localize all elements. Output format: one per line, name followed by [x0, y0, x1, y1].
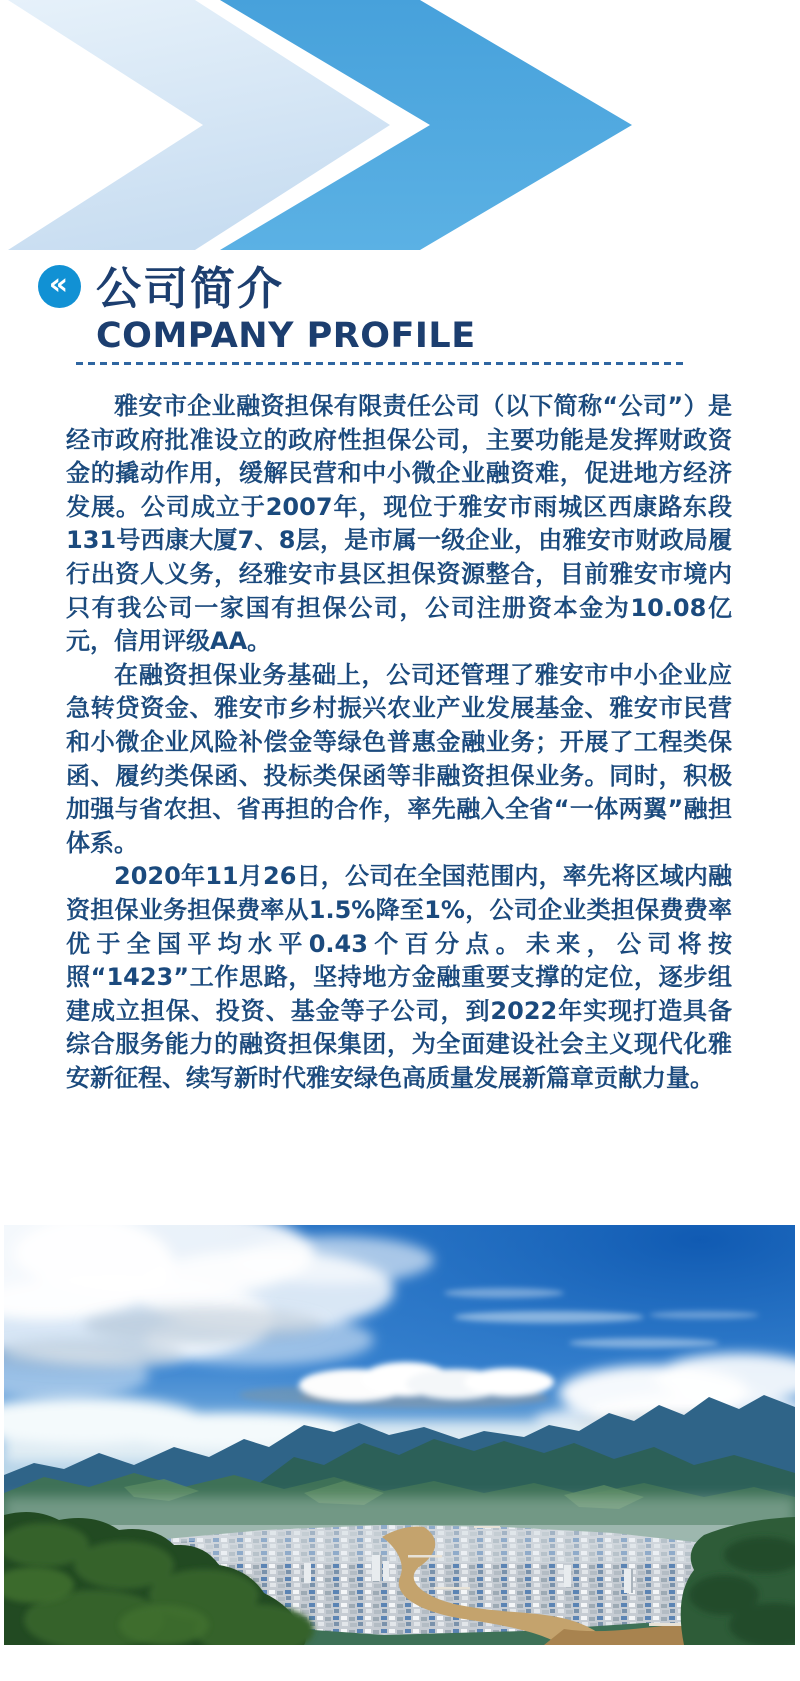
header-titles	[96, 262, 476, 357]
page-title: 公司简介	[96, 262, 285, 315]
double-left-chevron-icon	[38, 265, 81, 308]
dashed-divider	[76, 362, 688, 365]
chevron-glyph: «	[48, 266, 69, 302]
company-profile-article	[66, 390, 732, 1095]
paragraph-3: 2020年11月26日，公司在全国范围内，率先将区域内融资担保业务担保费率从1.5%降至1%，公司企业类担保费费率优于全国平均水平0.43个百分点。未来，公司将按照“1423”工作思路，坚持地方金融重要支撑的定位，逐步组建成立担保、投资、基金等子公司，到2022年实现打造具备综合服务能力的融资担保集团，为全面建设社会主义现代化雅安新征程、续写新时代雅安绿色高质量发展新篇章贡献力量。	[66, 862, 732, 1092]
page-subtitle: COMPANY PROFILE	[96, 316, 476, 357]
city-panorama-photo	[4, 1225, 795, 1645]
panorama-scene	[4, 1225, 795, 1645]
paragraph-2: 在融资担保业务基础上，公司还管理了雅安市中小企业应急转贷资金、雅安市乡村振兴农业产业发展基金、雅安市民营和小微企业风险补偿金等绿色普惠金融业务；开展了工程类保函、履约类保函、投标类保函等非融资担保业务。同时，积极加强与省农担、省再担的合作，率先融入全省“一体两翼”融担体系。	[66, 660, 732, 857]
section-header	[38, 262, 476, 357]
paragraph-1: 雅安市企业融资担保有限责任公司（以下简称“公司”）是经市政府批准设立的政府性担保公司，主要功能是发挥财政资金的撬动作用，缓解民营和中小微企业融资难，促进地方经济发展。公司成立于2007年，现位于雅安市雨城区西康路东段131号西康大厦7、8层，是市属一级企业，由雅安市财政局履行出资人义务，经雅安市县区担保资源整合，目前雅安市境内只有我公司一家国有担保公司，公司注册资本金为10.08亿元，信用评级AA。	[66, 392, 732, 656]
top-chevron-decoration	[0, 0, 800, 253]
